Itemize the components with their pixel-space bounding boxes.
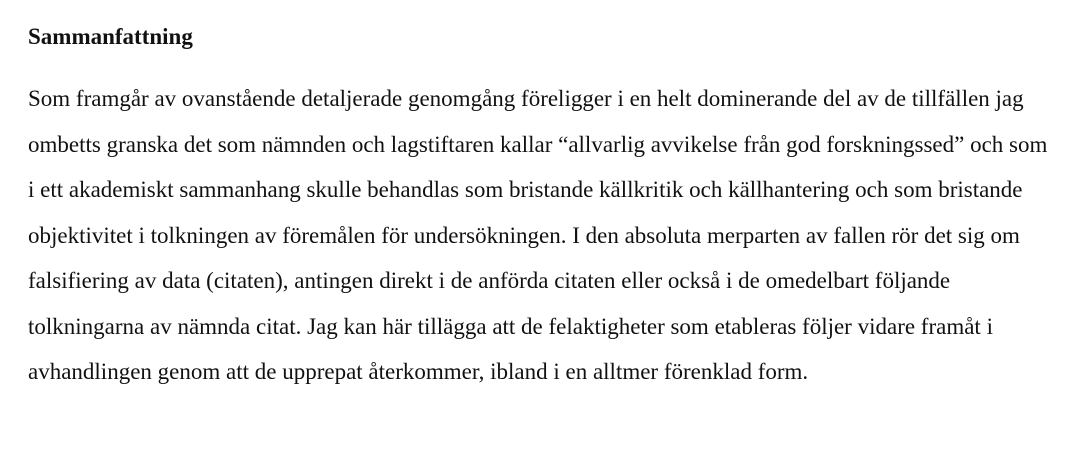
summary-paragraph: Som framgår av ovanstående detaljerade genomgång föreligger i en helt dominerande del av de tillfällen jag ombetts granska det som nämnden och lagstiftaren kallar “allvarlig avvikelse från god forskningssed” och som i ett akademiskt sammanhang skulle behandlas som bristande källkritik och källhantering och som bristande objektivitet i tolkningen av föremålen för undersökningen. I den absoluta merparten av fallen rör det sig om falsifiering av data (citaten), antingen direkt i de anförda citaten eller också i de omedelbart följande tolkningarna av nämnda citat. Jag kan här tillägga att de felaktigheter som etableras följer vidare framåt i avhandlingen genom att de upprepat återkommer, ibland i en alltmer förenklad form. bbox=[28, 86, 1048, 384]
section-heading: Sammanfattning bbox=[28, 24, 193, 49]
